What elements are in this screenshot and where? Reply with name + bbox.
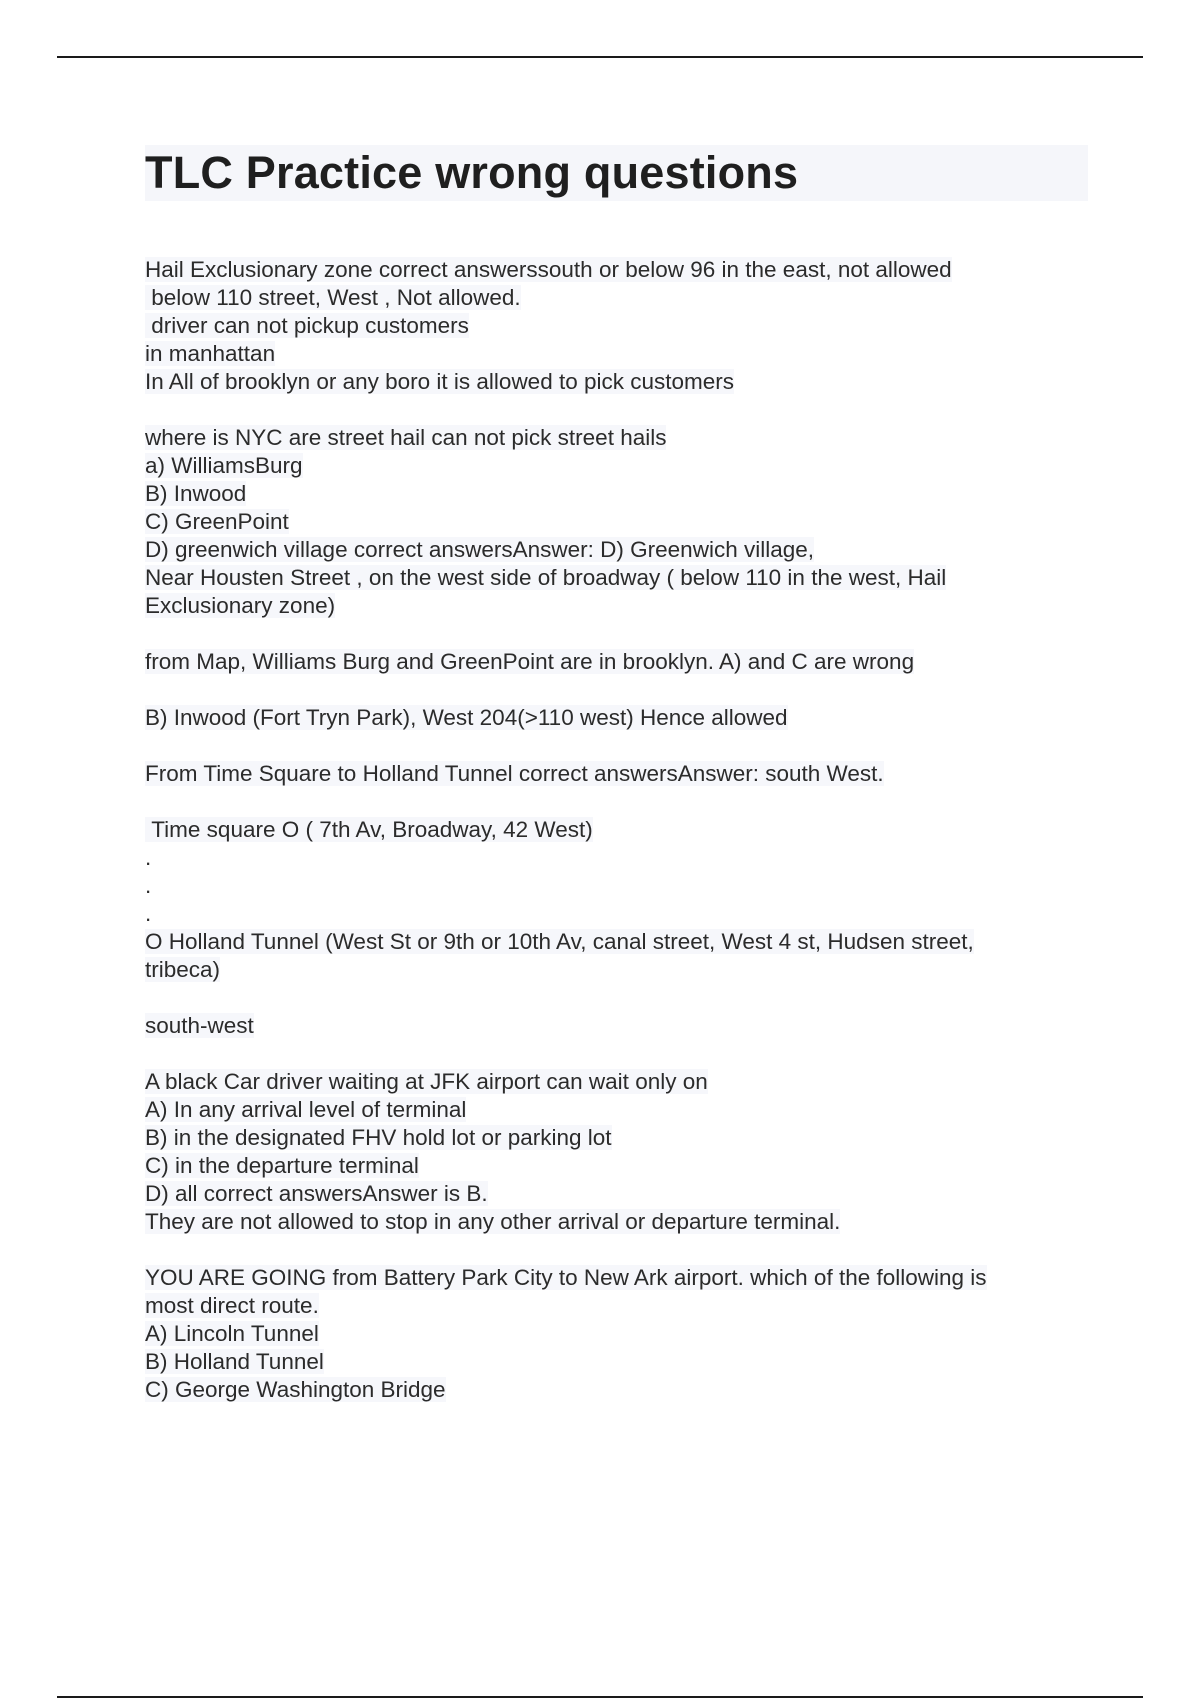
top-divider bbox=[57, 56, 1143, 58]
text-line: C) GreenPoint bbox=[145, 509, 289, 534]
text-line: C) in the departure terminal bbox=[145, 1153, 419, 1178]
paragraph-hail-zone bbox=[145, 256, 1085, 396]
text-line: B) Inwood (Fort Tryn Park), West 204(>110 west) Hence allowed bbox=[145, 705, 788, 730]
bottom-divider bbox=[57, 1696, 1143, 1698]
paragraph-jfk-question bbox=[145, 1068, 1085, 1236]
paragraph-map-note bbox=[145, 648, 1085, 676]
text-line: Hail Exclusionary zone correct answerssouth or below 96 in the east, not allowed bbox=[145, 257, 952, 282]
text-line: Near Housten Street , on the west side of broadway ( below 110 in the west, Hail bbox=[145, 565, 947, 590]
text-line: below 110 street, West , Not allowed. bbox=[145, 285, 521, 310]
text-line: From Time Square to Holland Tunnel correct answersAnswer: south West. bbox=[145, 761, 884, 786]
text-line: driver can not pickup customers bbox=[145, 313, 469, 338]
paragraph-street-hail-question bbox=[145, 424, 1085, 620]
document-body bbox=[145, 256, 1085, 1432]
text-line: south-west bbox=[145, 1013, 254, 1038]
paragraph-route-detail bbox=[145, 816, 1085, 984]
text-line: O Holland Tunnel (West St or 9th or 10th Av, canal street, West 4 st, Hudsen street, bbox=[145, 929, 974, 954]
text-line: Time square O ( 7th Av, Broadway, 42 West) bbox=[145, 817, 593, 842]
text-line: A) Lincoln Tunnel bbox=[145, 1321, 319, 1346]
text-line: YOU ARE GOING from Battery Park City to New Ark airport. which of the following is bbox=[145, 1265, 987, 1290]
text-line: a) WilliamsBurg bbox=[145, 453, 303, 478]
text-line: B) Inwood bbox=[145, 481, 247, 506]
text-line: In All of brooklyn or any boro it is allowed to pick customers bbox=[145, 369, 735, 394]
text-line: B) Holland Tunnel bbox=[145, 1349, 324, 1374]
text-line: most direct route. bbox=[145, 1293, 319, 1318]
text-line: . bbox=[145, 873, 152, 898]
text-line: D) greenwich village correct answersAnswer: D) Greenwich village, bbox=[145, 537, 814, 562]
text-line: A) In any arrival level of terminal bbox=[145, 1097, 467, 1122]
text-line: . bbox=[145, 901, 152, 926]
page-title: TLC Practice wrong questions bbox=[145, 145, 1088, 201]
paragraph-direction bbox=[145, 1012, 1085, 1040]
paragraph-airport-route-question bbox=[145, 1264, 1085, 1404]
text-line: C) George Washington Bridge bbox=[145, 1377, 446, 1402]
text-line: from Map, Williams Burg and GreenPoint are in brooklyn. A) and C are wrong bbox=[145, 649, 915, 674]
text-line: in manhattan bbox=[145, 341, 276, 366]
paragraph-route-question bbox=[145, 760, 1085, 788]
text-line: Exclusionary zone) bbox=[145, 593, 336, 618]
text-line: A black Car driver waiting at JFK airport can wait only on bbox=[145, 1069, 708, 1094]
text-line: They are not allowed to stop in any other arrival or departure terminal. bbox=[145, 1209, 841, 1234]
text-line: . bbox=[145, 845, 152, 870]
paragraph-inwood-note bbox=[145, 704, 1085, 732]
text-line: B) in the designated FHV hold lot or parking lot bbox=[145, 1125, 612, 1150]
text-line: tribeca) bbox=[145, 957, 221, 982]
text-line: where is NYC are street hail can not pick street hails bbox=[145, 425, 667, 450]
text-line: D) all correct answersAnswer is B. bbox=[145, 1181, 488, 1206]
